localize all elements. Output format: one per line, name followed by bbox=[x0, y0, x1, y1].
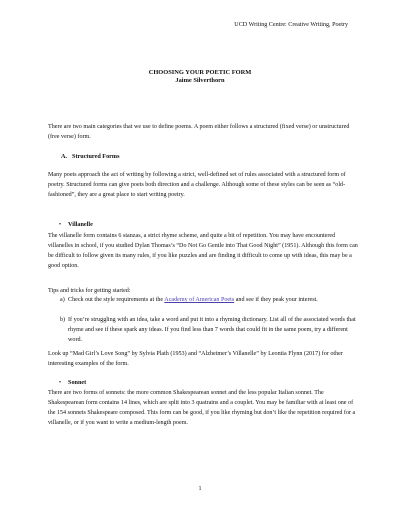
sonnet-heading: Sonnet bbox=[68, 379, 87, 386]
tips-heading: Tips and tricks for getting started: bbox=[48, 288, 131, 294]
page-number: 1 bbox=[198, 486, 202, 492]
tip-a-text-before: Check out the style requirements at the bbox=[68, 297, 165, 303]
villanelle-paragraph: The villanelle form contains 6 stanzas, a strict rhyme scheme, and quite a bit of repetition. You may have encountered villanelles in school, if you studied Dylan Thomas’s “Do Not Go Gentle into That Good Night” (1951). Although this form can be difficult to follow given its many rules, if you like puzzles and are finding it difficult to come up with ideas, this may be a good option. bbox=[48, 233, 358, 269]
document-author: Jaime Silverthorn bbox=[175, 77, 225, 85]
sonnet-paragraph: There are two forms of sonnets: the more common Shakespearean sonnet and the less popular Italian sonnet. The Shakespearean form contains 14 lines, which are split into 3 quatrains and a couplet. You may be familiar with at least one of the 154 sonnets Shakespeare composed. This form can be good, if you like rhyming but don’t like the repetition required for a villanelle, or if you want to write a medium-length poem. bbox=[48, 390, 356, 426]
villanelle-heading: Villanelle bbox=[68, 221, 93, 228]
bullet-icon: • bbox=[59, 380, 62, 386]
tip-a-text-after: and see if they peak your interest. bbox=[234, 297, 318, 303]
document-title: CHOOSING YOUR POETIC FORM bbox=[148, 69, 252, 76]
bullet-icon: • bbox=[59, 222, 62, 228]
tip-b-letter: b) bbox=[60, 317, 66, 323]
structured-forms-paragraph: Many poets approach the act of writing by following a strict, well-defined set of rules associated with a structured form of poetry. Structured forms can give poets both direction and a challenge. Although some of these styles can be seen as “old-fashioned”, they are a great place to start writing poetry. bbox=[48, 172, 346, 198]
academy-of-american-poets-link[interactable]: Academy of American Poets bbox=[164, 297, 235, 303]
running-header: UCD Writing Centre: Creative Writing, Poetry bbox=[234, 22, 348, 28]
tip-a bbox=[68, 296, 360, 306]
lookup-paragraph: Look up “Mad Girl’s Love Song” by Sylvia Plath (1953) and “Alzheimer’s Villanelle” by Leontia Flynn (2017) for other interesting examples of the form. bbox=[48, 351, 343, 367]
tip-a-letter: a) bbox=[60, 297, 65, 303]
section-a-title: Structured Forms bbox=[72, 153, 120, 160]
tip-b: If you’re struggling with an idea, take a word and put it into a rhyming dictionary. List all of the associated words that rhyme and see if these spark any ideas. If you find less than 7 words that could fit in the same poem, try a different word. bbox=[68, 317, 356, 343]
title-block bbox=[0, 69, 400, 85]
section-a-label: A. bbox=[61, 153, 68, 160]
intro-paragraph: There are two main categories that we use to define poems. A poem either follows a structured (fixed verse) or unstructured (free verse) form. bbox=[48, 124, 350, 140]
